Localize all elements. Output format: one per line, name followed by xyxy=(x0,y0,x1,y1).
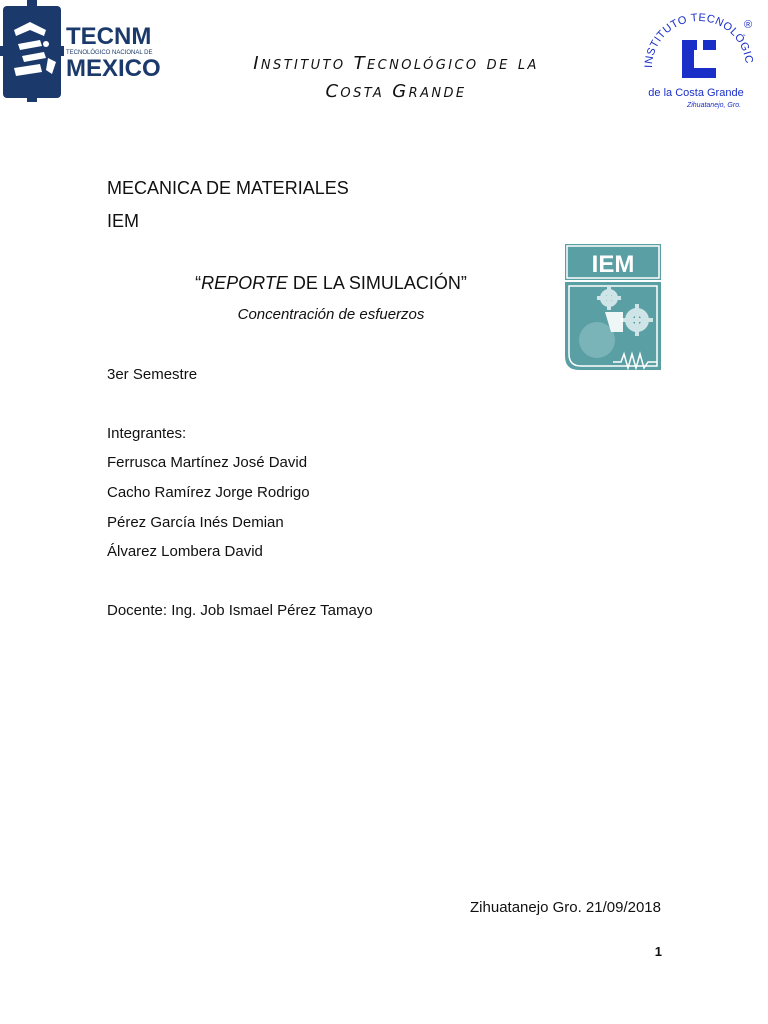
institute-title-line1: Instituto Tecnológico de la xyxy=(253,53,539,74)
tecnm-logo-graphic xyxy=(0,0,160,102)
teacher: Docente: Ing. Job Ismael Pérez Tamayo xyxy=(107,602,373,619)
quote-close: ” xyxy=(460,273,467,293)
iem-logo-text: IEM xyxy=(591,251,635,278)
itcg-logo xyxy=(634,10,762,122)
itcg-logo-graphic xyxy=(634,10,762,122)
report-title-italic: REPORTE xyxy=(201,273,288,293)
course-name: MECANICA DE MATERIALES xyxy=(107,178,349,198)
members-label: Integrantes: xyxy=(107,425,187,442)
institute-title xyxy=(200,50,592,106)
tecnm-logo-sub: TECNOLÓGICO NACIONAL DE xyxy=(66,50,153,56)
report-title xyxy=(150,272,512,294)
itcg-logo-arc-text: INSTITUTO TECNOLÓGIC xyxy=(642,11,755,69)
registered-mark: ® xyxy=(744,19,753,31)
itcg-logo-line1: de la Costa Grande xyxy=(648,87,744,99)
itcg-logo-line2: Zihuatanejo, Gro. xyxy=(686,102,742,109)
tecnm-logo-main: TECNM xyxy=(66,23,152,50)
semester: 3er Semestre xyxy=(107,366,198,383)
iem-logo xyxy=(565,244,661,372)
iem-logo-graphic xyxy=(565,244,661,372)
tecnm-logo-country: MEXICO xyxy=(66,55,160,82)
tecnm-logo xyxy=(0,0,160,102)
place-date: Zihuatanejo Gro. 21/09/2018 xyxy=(470,899,661,916)
quote-open: “ xyxy=(195,273,202,293)
member-name: Cacho Ramírez Jorge Rodrigo xyxy=(107,484,310,501)
report-subtitle: Concentración de esfuerzos xyxy=(237,306,425,323)
page-number: 1 xyxy=(654,944,662,959)
program-name: IEM xyxy=(107,211,140,231)
member-name: Ferrusca Martínez José David xyxy=(107,454,308,471)
institute-title-line2: Costa Grande xyxy=(325,81,467,102)
svg-text:INSTITUTO TECNOLÓGICO xyxy=(634,10,755,68)
member-name: Álvarez Lombera David xyxy=(107,543,263,560)
member-name: Pérez García Inés Demian xyxy=(107,514,284,531)
report-title-rest: DE LA SIMULACIÓN xyxy=(287,273,461,293)
